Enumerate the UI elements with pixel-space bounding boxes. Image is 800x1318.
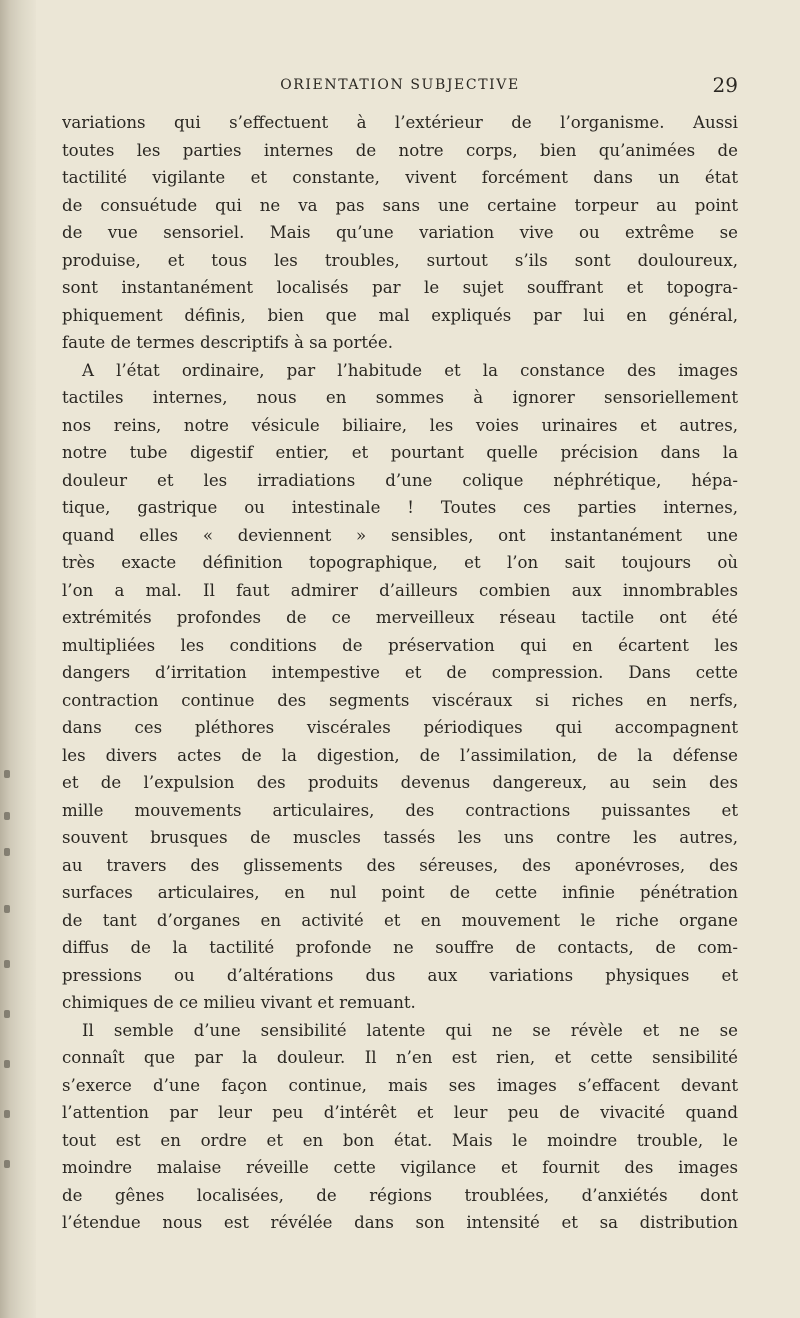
binding-mark — [4, 812, 10, 820]
text-line: s’exerce d’une façon continue, mais ses images s’effacent devant — [62, 1075, 738, 1095]
text-line: notre tube digestif entier, et pourtant quelle précision dans la — [62, 443, 738, 462]
text-line: sont instantanément localisés par le sujet souffrant et topogra- — [62, 278, 738, 297]
text-line: et de l’expulsion des produits devenus dangereux, au sein des — [62, 773, 738, 792]
text-line: de consuétude qui ne va pas sans une certaine torpeur au point — [62, 195, 738, 215]
text-line: pressions ou d’altérations dus aux variations physiques et — [62, 965, 738, 985]
text-line: tactilité vigilante et constante, vivent forcément dans un état — [62, 168, 738, 187]
text-line: tique, gastrique ou intestinale ! Toutes ces parties internes, — [62, 498, 738, 517]
text-line: connaît que par la douleur. Il n’en est rien, et cette sensibilité — [62, 1048, 738, 1067]
binding-mark — [4, 1010, 10, 1018]
text-line: de gênes localisées, de régions troublées, d’anxiétés dont — [62, 1185, 738, 1205]
text-line: Il semble d’une sensibilité latente qui ne se révèle et ne se — [82, 1020, 738, 1040]
text-line: contraction continue des segments viscéraux si riches en nerfs, — [62, 690, 738, 710]
text-line: moindre malaise réveille cette vigilance et fournit des images — [62, 1158, 738, 1177]
text-line: dangers d’irritation intempestive et de compression. Dans cette — [62, 663, 738, 682]
text-line: dans ces pléthores viscérales périodiques qui accompagnent — [62, 718, 738, 737]
text-line: A l’état ordinaire, par l’habitude et la constance des images — [82, 360, 738, 380]
text-line: phiquement définis, bien que mal expliqués par lui en général, — [62, 305, 738, 325]
running-head — [60, 74, 740, 104]
text-line: nos reins, notre vésicule biliaire, les voies urinaires et autres, — [62, 415, 738, 435]
text-line: quand elles « deviennent » sensibles, ont instantanément une — [62, 525, 738, 545]
text-line: chimiques de ce milieu vivant et remuant. — [62, 993, 416, 1012]
page-binding-edge — [0, 0, 36, 1318]
running-title: ORIENTATION SUBJECTIVE — [280, 77, 520, 93]
text-line: extrémités profondes de ce merveilleux réseau tactile ont été — [62, 608, 738, 627]
text-line: l’on a mal. Il faut admirer d’ailleurs combien aux innombrables — [62, 580, 738, 600]
text-line: multipliées les conditions de préservation qui en écartent les — [62, 635, 738, 655]
text-line: toutes les parties internes de notre corps, bien qu’animées de — [62, 140, 738, 160]
text-line: tout est en ordre et en bon état. Mais le moindre trouble, le — [62, 1130, 738, 1150]
text-line: surfaces articulaires, en nul point de cette infinie pénétration — [62, 883, 738, 902]
text-line: mille mouvements articulaires, des contractions puissantes et — [62, 800, 738, 820]
text-line: l’attention par leur peu d’intérêt et leur peu de vivacité quand — [62, 1103, 738, 1122]
text-line: au travers des glissements des séreuses, des aponévroses, des — [62, 855, 738, 875]
binding-mark — [4, 1110, 10, 1118]
binding-mark — [4, 1060, 10, 1068]
binding-mark — [4, 770, 10, 778]
text-line: variations qui s’effectuent à l’extérieur de l’organisme. Aussi — [62, 113, 738, 132]
binding-mark — [4, 960, 10, 968]
text-line: faute de termes descriptifs à sa portée. — [62, 333, 393, 352]
text-line: de vue sensoriel. Mais qu’une variation vive ou extrême se — [62, 223, 738, 242]
text-line: très exacte définition topographique, et l’on sait toujours où — [62, 553, 738, 572]
text-line: tactiles internes, nous en sommes à ignorer sensoriellement — [62, 388, 738, 407]
page-number: 29 — [712, 73, 738, 97]
text-line: douleur et les irradiations d’une colique néphrétique, hépa- — [62, 470, 738, 490]
text-line: diffus de la tactilité profonde ne souffre de contacts, de com- — [62, 938, 738, 957]
binding-mark — [4, 905, 10, 913]
text-line: souvent brusques de muscles tassés les uns contre les autres, — [62, 828, 738, 847]
binding-mark — [4, 848, 10, 856]
body-text — [62, 109, 738, 1237]
text-line: les divers actes de la digestion, de l’assimilation, de la défense — [62, 745, 738, 765]
binding-mark — [4, 1160, 10, 1168]
text-line: l’étendue nous est révélée dans son intensité et sa distribution — [62, 1213, 738, 1232]
text-line: de tant d’organes en activité et en mouvement le riche organe — [62, 910, 738, 930]
text-line: produise, et tous les troubles, surtout s’ils sont douloureux, — [62, 250, 738, 270]
